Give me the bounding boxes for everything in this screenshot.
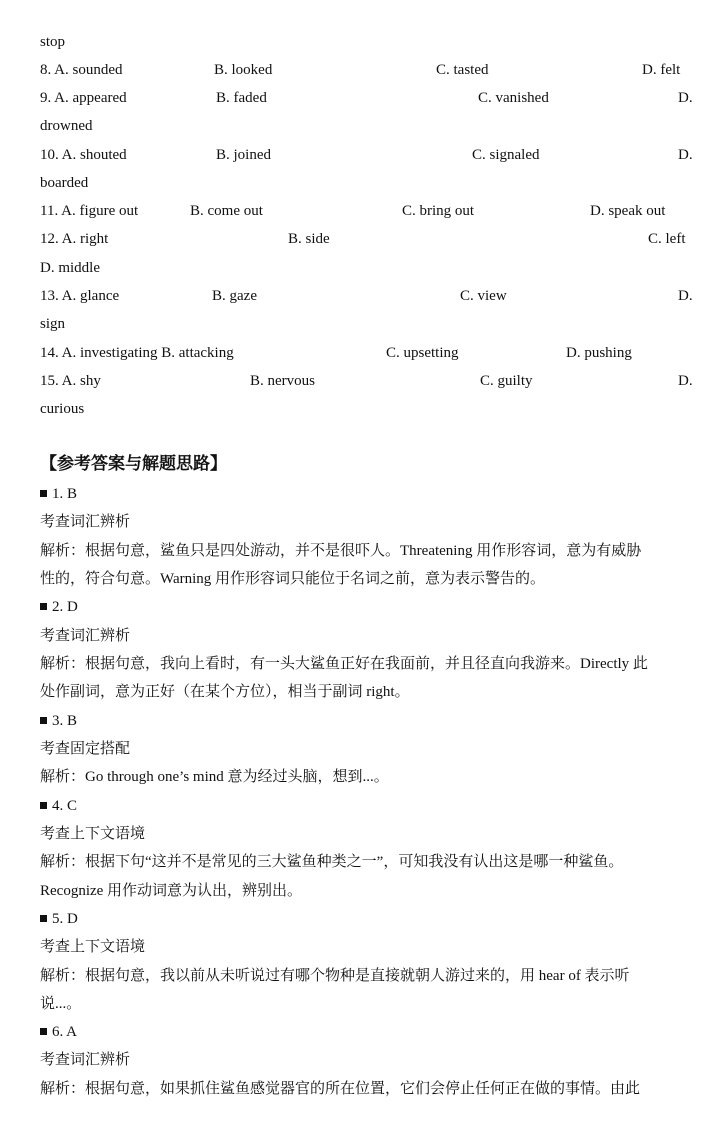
answer-explanation-line: 解析：根据下句“这并不是常见的三大鲨鱼种类之一”，可知我没有认出这是哪一种鲨鱼。: [40, 854, 624, 870]
option-d: D. pushing: [566, 345, 632, 361]
option-a: 15. A. shy: [40, 373, 101, 389]
option-line-wrap: [40, 32, 696, 52]
option-a: 14. A. investigating B. attacking: [40, 345, 234, 361]
answer-number: 5. D: [52, 911, 78, 927]
option-c: C. tasted: [436, 62, 489, 78]
option-c: C. bring out: [402, 203, 475, 219]
answer-number: 6. A: [52, 1024, 78, 1040]
option-b: B. come out: [190, 203, 263, 219]
square-bullet-icon: [40, 1028, 47, 1035]
answer-label: [40, 909, 696, 929]
option-a: 13. A. glance: [40, 288, 120, 304]
option-d-text: curious: [40, 401, 85, 417]
option-d-text: drowned: [40, 118, 93, 134]
answer-explanation-line: 说...。: [40, 996, 82, 1012]
option-a: 12. A. right: [40, 231, 109, 247]
answer-type: 考查固定搭配: [40, 741, 131, 757]
answer-label: [40, 711, 696, 731]
square-bullet-icon: [40, 802, 47, 809]
question-15-wrap: [40, 399, 696, 419]
option-b: B. nervous: [250, 373, 315, 389]
option-b: B. looked: [214, 62, 273, 78]
answers-heading: 【参考答案与解题思路】: [40, 454, 227, 473]
answer-label: [40, 597, 696, 617]
question-12-wrap: [40, 258, 696, 278]
square-bullet-icon: [40, 915, 47, 922]
answer-number: 4. C: [52, 798, 78, 814]
answer-explanation-line: 性的，符合句意。Warning 用作形容词只能位于名词之前，意为表示警告的。: [40, 571, 546, 587]
option-a: 10. A. shouted: [40, 147, 127, 163]
option-a: 11. A. figure out: [40, 203, 139, 219]
square-bullet-icon: [40, 490, 47, 497]
answer-explanation-line: 解析：Go through one’s mind 意为经过头脑，想到...。: [40, 769, 389, 785]
answer-type: 考查词汇辨析: [40, 514, 131, 530]
answer-number: 2. D: [52, 599, 78, 615]
question-13-wrap: [40, 314, 696, 334]
answer-explanation-line: Recognize 用作动词意为认出，辨别出。: [40, 883, 303, 899]
square-bullet-icon: [40, 603, 47, 610]
option-c: C. guilty: [480, 373, 533, 389]
option-d: D.: [678, 90, 693, 106]
answer-explanation-line: 解析：根据句意，鲨鱼只是四处游动，并不是很吓人。Threatening 用作形容词，意为有威胁: [40, 543, 642, 559]
option-c: C. left: [648, 231, 686, 247]
option-b: B. joined: [216, 147, 271, 163]
option-c: C. upsetting: [386, 345, 459, 361]
option-a: 8. A. sounded: [40, 62, 123, 78]
answer-number: 1. B: [52, 486, 78, 502]
option-c: C. signaled: [472, 147, 540, 163]
option-d: D.: [678, 147, 693, 163]
answer-type: 考查词汇辨析: [40, 628, 131, 644]
option-d-text: boarded: [40, 175, 89, 191]
option-d: D.: [678, 288, 693, 304]
answer-type: 考查上下文语境: [40, 939, 146, 955]
answer-explanation-line: 解析：根据句意，我以前从未听说过有哪个物种是直接就朝人游过来的，用 hear of 表示听: [40, 968, 630, 984]
square-bullet-icon: [40, 717, 47, 724]
option-a: 9. A. appeared: [40, 90, 127, 106]
answer-explanation-line: 处作副词，意为正好（在某个方位），相当于副词 right。: [40, 684, 410, 700]
question-10-wrap: [40, 173, 696, 193]
answer-label: [40, 1022, 696, 1042]
option-c: C. view: [460, 288, 507, 304]
option-b: B. side: [288, 231, 330, 247]
option-d: D. felt: [642, 62, 681, 78]
answer-explanation-line: 解析：根据句意，我向上看时，有一头大鲨鱼正好在我面前，并且径直向我游来。Directly 此: [40, 656, 648, 672]
option-b: B. gaze: [212, 288, 257, 304]
option-b: B. faded: [216, 90, 267, 106]
option-c: C. vanished: [478, 90, 549, 106]
option-text: stop: [40, 34, 66, 50]
answer-label: [40, 484, 696, 504]
option-d: D.: [678, 373, 693, 389]
answer-type: 考查上下文语境: [40, 826, 146, 842]
option-d-text: D. middle: [40, 260, 100, 276]
option-d-text: sign: [40, 316, 66, 332]
answer-number: 3. B: [52, 713, 78, 729]
option-d: D. speak out: [590, 203, 666, 219]
question-9-wrap: [40, 116, 696, 136]
answer-type: 考查词汇辨析: [40, 1052, 131, 1068]
answer-label: [40, 796, 696, 816]
answer-explanation-line: 解析：根据句意，如果抓住鲨鱼感觉器官的所在位置，它们会停止任何正在做的事情。由此: [40, 1081, 641, 1097]
